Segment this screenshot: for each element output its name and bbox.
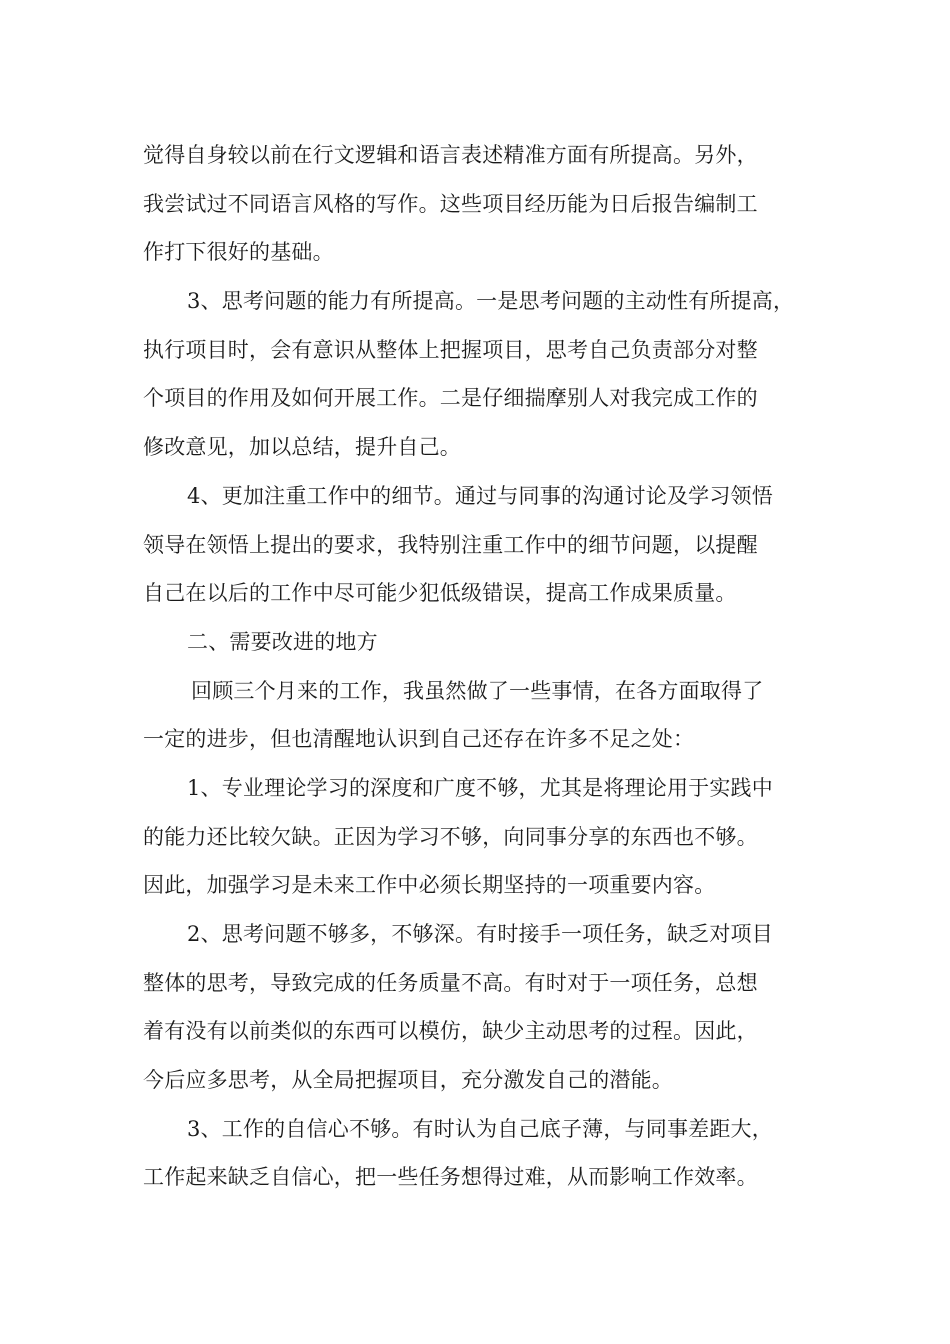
text-line: 自己在以后的工作中尽可能少犯低级错误，提高工作成果质量。 <box>143 581 737 606</box>
paragraph-start-3b: 3、工作的自信心不够。有时认为自己底子薄，与同事差距大， <box>187 1116 773 1141</box>
text-line: 着有没有以前类似的东西可以模仿，缺少主动思考的过程。因此， <box>143 1019 758 1044</box>
paragraph-start-3: 3、思考问题的能力有所提高。一是思考问题的主动性有所提高， <box>187 289 795 314</box>
text-line: 我尝试过不同语言风格的写作。这些项目经历能为日后报告编制工 <box>143 191 758 216</box>
text-line: 整体的思考，导致完成的任务质量不高。有时对于一项任务，总想 <box>143 970 758 995</box>
text-line: 今后应多思考，从全局把握项目，充分激发自己的潜能。 <box>143 1068 673 1093</box>
paragraph-start-2: 2、思考问题不够多，不够深。有时接手一项任务，缺乏对项目 <box>187 922 773 946</box>
text-line: 领导在领悟上提出的要求，我特别注重工作中的细节问题，以提醒 <box>143 532 758 557</box>
paragraph-start-4: 4、更加注重工作中的细节。通过与同事的沟通讨论及学习领悟 <box>187 483 773 508</box>
text-line: 个项目的作用及如何开展工作。二是仔细揣摩别人对我完成工作的 <box>143 386 758 411</box>
text-line: 作打下很好的基础。 <box>143 240 334 265</box>
section-heading-improvements: 二、需要改进的地方 <box>187 629 378 654</box>
paragraph-start-review: 回顾三个月来的工作，我虽然做了一些事情，在各方面取得了 <box>191 678 764 703</box>
paragraph-start-1: 1、专业理论学习的深度和广度不够，尤其是将理论用于实践中 <box>187 775 773 800</box>
text-line: 修改意见，加以总结，提升自己。 <box>143 435 461 460</box>
text-line: 工作起来缺乏自信心，把一些任务想得过难，从而影响工作效率。 <box>143 1165 758 1190</box>
text-line: 执行项目时，会有意识从整体上把握项目，思考自己负责部分对整 <box>143 337 758 362</box>
text-line: 因此，加强学习是未来工作中必须长期坚持的一项重要内容。 <box>143 873 716 898</box>
text-line: 觉得自身较以前在行文逻辑和语言表述精准方面有所提高。另外， <box>143 143 758 167</box>
text-line: 一定的进步，但也清醒地认识到自己还存在许多不足之处： <box>143 727 695 752</box>
text-line: 的能力还比较欠缺。正因为学习不够，向同事分享的东西也不够。 <box>143 824 758 849</box>
document-body <box>143 131 843 1202</box>
